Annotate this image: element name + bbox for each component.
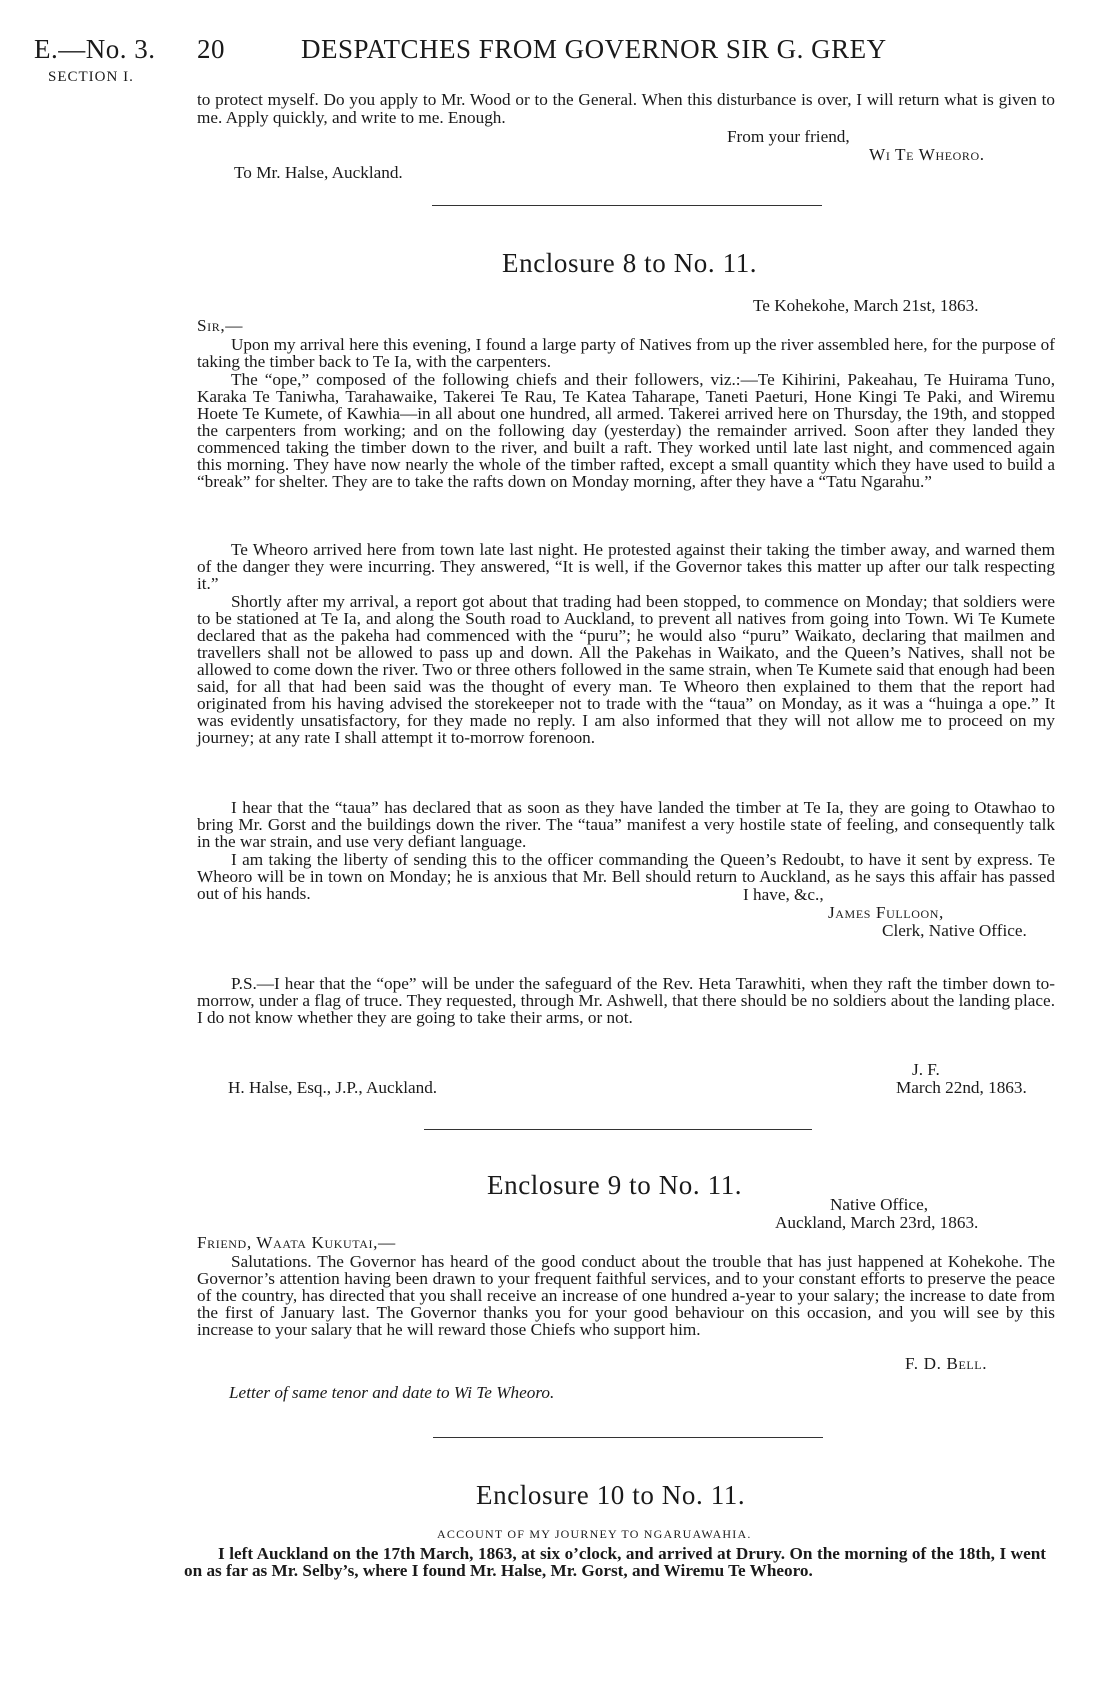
enclosure-10-body: I left Auckland on the 17th March, 1863, at six o’clock, and arrived at Drury. On the morning of the 18th, I went on as far as Mr. Selby’s, where I found Mr. Halse, Mr. Gorst, and Wiremu Te Wheoro. — [184, 1544, 1046, 1580]
enclosure-8-postscript: P.S.—I hear that the “ope” will be under the safeguard of the Rev. Heta Tarawhiti, when they raft the timber down to-morrow, under a flag of truce. They requested, through Mr. Ashwell, that there should be no soldiers about the landing place. I do not know whether they are going to take their arms, or not. — [197, 974, 1055, 1027]
enclosure-9-body: Salutations. The Governor has heard of the good conduct about the trouble that has just happened at Kohekohe. The Governor’s attention having been drawn to your frequent faithful services, and to your constant efforts to preserve the peace of the country, has directed that you shall receive an increase of one hundred a-year to your salary; the increase to date from the first of January last. The Governor thanks you for your good behaviour on this occasion, and you will see by this increase to your salary that he will reward those Chiefs who support him. — [197, 1252, 1055, 1339]
enclosure-8-paragraph: I am taking the liberty of sending this to the officer commanding the Queen’s Redoubt, to have it sent by express. Te Wheoro will be in town on Monday; he is anxious that Mr. Bell should return to Auckland, as he says this affair has passed out of his hands. — [197, 850, 1055, 903]
top-letter-addressee: To Mr. Halse, Auckland. — [234, 163, 403, 182]
top-letter-body: to protect myself. Do you apply to Mr. Wood or to the General. When this disturbance is over, I will return what is given to me. Apply quickly, and write to me. Enough. — [197, 90, 1055, 127]
enclosure-8-ps-date: March 22nd, 1863. — [896, 1078, 1027, 1097]
enclosure-8-closing: I have, &c., — [743, 885, 824, 904]
enclosure-9-heading: Enclosure 9 to No. 11. — [487, 1170, 743, 1200]
top-letter-closing: From your friend, — [727, 127, 850, 146]
enclosure-8-paragraph: I hear that the “taua” has declared that as soon as they have landed the timber at Te Ia, they are going to Otawhao to bring Mr. Gorst and the buildings down the river. The “taua” manifest a very hostile state of feeling, and consequently talk in the war strain, and use very defiant language. — [197, 798, 1055, 851]
enclosure-9-signature: F. D. Bell. — [905, 1354, 988, 1373]
enclosure-8-signature: James Fulloon, — [828, 903, 944, 922]
enclosure-8-paragraph: The “ope,” composed of the following chiefs and their followers, viz.:—Te Kihirini, Pakeahau, Te Huirama Tuno, Karaka Te Taniwha, Tarahawaike, Takerei Te Rau, Te Katea Taharape, Taneti Paeturi, Hone Kingi Te Paki, and Wiremu Hoete Te Kumete, of Kawhia—in all about one hundred, all armed. Takerei arrived here on Thursday, the 19th, and stopped the carpenters from working; and on the following day (yesterday) the remainder arrived. Soon after they landed they commenced taking the timber down to the river, and built a raft. They worked until late last night, and commenced again this morning. They have now nearly the whole of the timber rafted, except a small quantity which they have used to build a “break” for shelter. They are to take the rafts down on Monday morning, after they have a “Tatu Ngarahu.” — [197, 370, 1055, 491]
enclosure-9-place: Native Office, — [830, 1195, 928, 1214]
enclosure-8-paragraph: Te Wheoro arrived here from town late last night. He protested against their taking the timber away, and warned them of the danger they were incurring. They answered, “It is well, if the Governor takes this matter up after our talk respecting it.” — [197, 540, 1055, 593]
enclosure-9-note: Letter of same tenor and date to Wi Te Wheoro. — [229, 1383, 555, 1402]
enclosure-8-signature-title: Clerk, Native Office. — [882, 921, 1027, 940]
report-reference: E.—No. 3. — [34, 34, 156, 64]
divider-rule — [424, 1129, 812, 1130]
enclosure-10-heading: Enclosure 10 to No. 11. — [476, 1480, 746, 1510]
enclosure-9-place-date: Auckland, March 23rd, 1863. — [775, 1213, 979, 1232]
divider-rule — [432, 205, 822, 206]
enclosure-8-paragraph: Upon my arrival here this evening, I found a large party of Natives from up the river assembled here, for the purpose of taking the timber back to Te Ia, with the carpenters. — [197, 335, 1055, 371]
enclosure-8-salutation: Sir,— — [197, 316, 244, 335]
enclosure-10-subheading: ACCOUNT OF MY JOURNEY TO NGARUAWAHIA. — [437, 1527, 752, 1541]
enclosure-8-heading: Enclosure 8 to No. 11. — [502, 248, 758, 278]
page-title: DESPATCHES FROM GOVERNOR SIR G. GREY — [301, 34, 887, 64]
enclosure-9-salutation: Friend, Waata Kukutai,— — [197, 1233, 396, 1252]
divider-rule — [433, 1437, 823, 1438]
enclosure-8-addressee: H. Halse, Esq., J.P., Auckland. — [228, 1078, 438, 1097]
top-letter-signature: Wi Te Wheoro. — [869, 145, 985, 164]
page-number: 20 — [197, 34, 225, 64]
enclosure-8-ps-initials: J. F. — [912, 1060, 940, 1079]
section-label: SECTION I. — [48, 69, 134, 85]
enclosure-8-paragraph: Shortly after my arrival, a report got about that trading had been stopped, to commence on Monday; that soldiers were to be stationed at Te Ia, and along the South road to Auckland, to prevent all natives from going into Town. Wi Te Kumete declared that as the pakeha had commenced with the “puru”; he would also “puru” Waikato, declaring that mailmen and travellers shall not be allowed to pass up and down. All the Pakehas in Waikato, and the Queen’s Natives, shall not be allowed to come down the river. Two or three others followed in the same strain, when Te Kumete said that enough had been said, for all that had been said was the thought of every man. Te Wheoro then explained to them that the report had originated from his having advised the storekeeper not to trade with the “taua” on Monday, as it was a “huinga a ope.” It was evidently unsatisfactory, for they made no reply. I am also informed that they will not allow me to proceed on my journey; at any rate I shall attempt it to-morrow forenoon. — [197, 592, 1056, 747]
enclosure-8-place-date: Te Kohekohe, March 21st, 1863. — [753, 296, 979, 315]
